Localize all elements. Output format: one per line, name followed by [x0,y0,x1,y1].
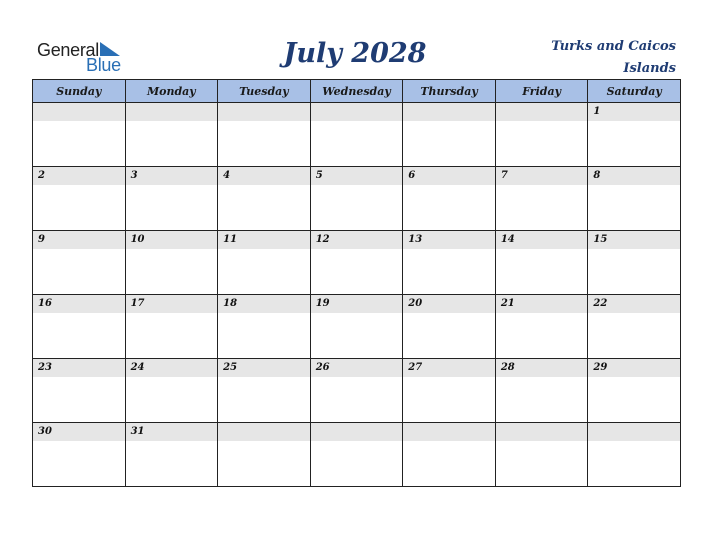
generalblue-logo [37,40,127,74]
day-cell[interactable] [218,231,311,295]
day-number-bar [588,359,680,377]
day-number: 3 [130,170,138,181]
day-number-bar [311,423,403,441]
day-cell[interactable] [310,167,403,231]
day-number-bar [311,167,403,185]
day-number: 10 [130,234,145,245]
day-number-bar [588,295,680,313]
weekday-header: Wednesday [310,80,403,103]
day-cell[interactable] [588,359,681,423]
day-number-bar [403,167,495,185]
day-number: 14 [500,234,515,245]
day-cell[interactable] [33,359,126,423]
day-cell[interactable] [588,295,681,359]
day-cell[interactable] [310,423,403,487]
day-cell[interactable] [125,103,218,167]
day-cell[interactable] [588,231,681,295]
day-cell[interactable] [403,103,496,167]
day-cell[interactable] [125,167,218,231]
day-number: 12 [315,234,330,245]
day-number: 19 [315,298,330,309]
day-cell[interactable] [125,295,218,359]
day-number-bar [126,423,218,441]
calendar-title: July 2028 [283,38,427,69]
day-number-bar [33,167,125,185]
day-number-bar [126,167,218,185]
day-number-bar [218,423,310,441]
day-cell[interactable] [33,103,126,167]
weekday-header: Thursday [403,80,496,103]
weekday-header: Tuesday [218,80,311,103]
day-number-bar [496,359,588,377]
day-number: 31 [130,426,145,437]
day-number-bar [496,231,588,249]
day-number-bar [496,295,588,313]
day-number-bar [311,231,403,249]
day-cell[interactable] [310,103,403,167]
day-number: 18 [223,298,238,309]
day-cell[interactable] [403,295,496,359]
day-cell[interactable] [218,295,311,359]
day-number-bar [588,231,680,249]
week-row [33,295,681,359]
day-number: 5 [315,170,323,181]
day-cell[interactable] [495,167,588,231]
day-number-bar [403,295,495,313]
day-cell[interactable] [495,231,588,295]
day-number-bar [403,423,495,441]
day-number: 21 [500,298,515,309]
day-cell[interactable] [495,295,588,359]
country-line-1: Turks and Caicos [551,39,676,54]
day-number: 30 [38,426,52,437]
day-number-bar [496,103,588,121]
weekday-header: Monday [125,80,218,103]
week-row [33,423,681,487]
day-number: 13 [408,234,423,245]
day-number: 15 [593,234,608,245]
day-number-bar [33,295,125,313]
day-number-bar [218,295,310,313]
logo-text-blue: Blue [86,55,121,75]
day-cell[interactable] [495,359,588,423]
day-cell[interactable] [33,295,126,359]
day-cell[interactable] [495,103,588,167]
day-number: 17 [130,298,145,309]
day-number: 29 [593,362,608,373]
day-number-bar [218,359,310,377]
day-number-bar [311,359,403,377]
week-row [33,103,681,167]
week-row [33,167,681,231]
day-number-bar [403,103,495,121]
day-number-bar [126,103,218,121]
country-name [506,36,676,80]
weekday-header-row [33,80,681,103]
day-cell[interactable] [588,103,681,167]
day-cell[interactable] [310,295,403,359]
day-cell[interactable] [218,423,311,487]
day-number-bar [588,103,680,121]
calendar-grid [32,79,681,487]
day-number: 6 [408,170,416,181]
day-number-bar [218,167,310,185]
day-cell[interactable] [403,231,496,295]
day-number: 11 [223,234,238,245]
day-cell[interactable] [588,423,681,487]
day-number-bar [126,231,218,249]
day-cell[interactable] [125,423,218,487]
day-number-bar [33,103,125,121]
day-cell[interactable] [403,167,496,231]
day-cell[interactable] [403,423,496,487]
logo-text-general: General [37,40,99,60]
day-cell[interactable] [310,359,403,423]
day-cell[interactable] [125,359,218,423]
country-line-2: Islands [623,61,676,76]
day-cell[interactable] [310,231,403,295]
day-cell[interactable] [218,359,311,423]
day-number: 25 [223,362,238,373]
day-number: 23 [38,362,52,373]
day-number: 27 [408,362,423,373]
day-number-bar [33,359,125,377]
calendar-body [33,103,681,487]
day-number: 4 [223,170,231,181]
day-number-bar [311,103,403,121]
day-cell[interactable] [33,167,126,231]
day-cell[interactable] [218,103,311,167]
day-number: 26 [315,362,330,373]
day-number-bar [311,295,403,313]
day-number: 24 [130,362,145,373]
day-cell[interactable] [33,423,126,487]
day-number-bar [33,231,125,249]
day-number-bar [218,103,310,121]
day-number-bar [126,359,218,377]
day-cell[interactable] [218,167,311,231]
day-number-bar [588,423,680,441]
day-number: 7 [500,170,508,181]
day-number-bar [496,423,588,441]
day-cell[interactable] [403,359,496,423]
day-number: 1 [593,106,601,117]
day-number-bar [218,231,310,249]
day-number: 28 [500,362,515,373]
day-cell[interactable] [125,231,218,295]
weekday-header: Friday [495,80,588,103]
day-number-bar [496,167,588,185]
day-cell[interactable] [33,231,126,295]
day-number: 2 [38,170,45,181]
week-row [33,359,681,423]
day-number: 20 [408,298,423,309]
day-cell[interactable] [495,423,588,487]
day-number-bar [403,231,495,249]
logo-triangle-icon [100,42,120,56]
day-number: 9 [38,234,45,245]
day-cell[interactable] [588,167,681,231]
weekday-header: Saturday [588,80,681,103]
day-number-bar [126,295,218,313]
day-number: 8 [593,170,601,181]
week-row [33,231,681,295]
day-number-bar [403,359,495,377]
day-number: 22 [593,298,608,309]
day-number: 16 [38,298,52,309]
day-number-bar [588,167,680,185]
weekday-header: Sunday [33,80,126,103]
day-number-bar [33,423,125,441]
